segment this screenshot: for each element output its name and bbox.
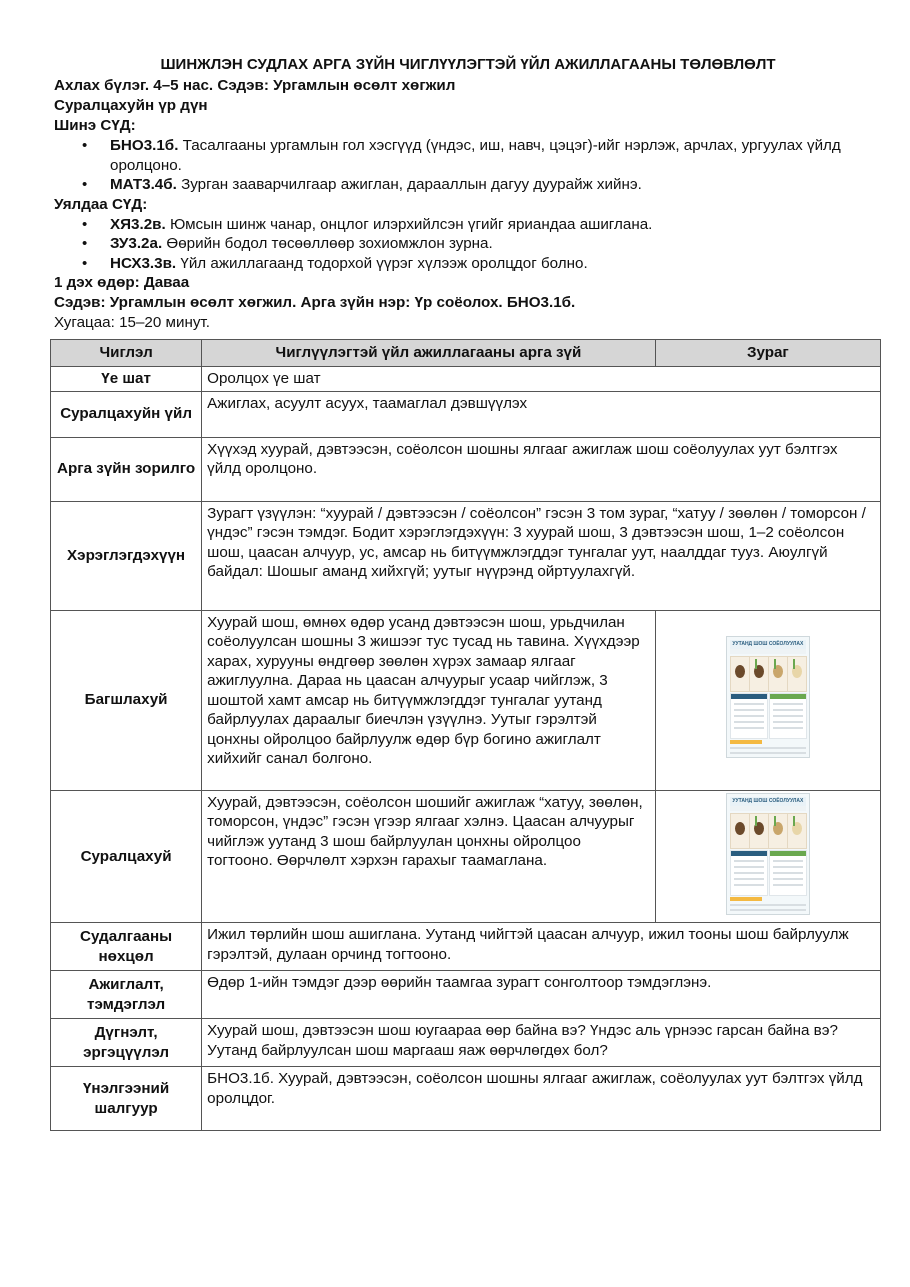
- std-text: Өөрийн бодол төсөөллөөр зохиомжлон зурна.: [162, 235, 493, 252]
- outcome-heading: Суралцахуйн үр дүн: [54, 97, 208, 114]
- table-row: [51, 610, 881, 790]
- poster-title: УУТАНД ШОШ СОЁОЛУУЛАХ: [730, 797, 806, 806]
- group-line: Ахлах бүлэг. 4–5 нас. Сэдэв: Ургамлын өсөлт хөгжил: [54, 77, 456, 94]
- row-label: Арга зүйн зорилго: [51, 437, 202, 501]
- row-text: Хүүхэд хуурай, дэвтээсэн, соёолсон шошны ялгааг ажиглаж шош соёолуулах уут бэлтгэх үйлд оролцоно.: [202, 437, 881, 501]
- row-label: Ажиглалт, тэмдэглэл: [51, 971, 202, 1019]
- std-code: МАТ3.4б.: [110, 176, 177, 193]
- std-text: Зурган зааварчилгаар ажиглан, дарааллын дагуу дуурайж хийнэ.: [176, 176, 642, 193]
- row-label: Суралцахуй: [51, 790, 202, 923]
- list-item: [110, 234, 882, 254]
- row-text: Өдөр 1-ийн тэмдэг дээр өөрийн таамгаа зурагт сонголтоор тэмдэглэнэ.: [202, 971, 881, 1019]
- std-code: БНО3.1б.: [110, 137, 179, 154]
- table-row: [51, 1067, 881, 1131]
- row-label: Багшлахуй: [51, 610, 202, 790]
- table-row: [51, 923, 881, 971]
- row-text: Оролцох үе шат: [202, 367, 881, 392]
- table-row: [51, 1019, 881, 1067]
- table-row: [51, 367, 881, 392]
- std-text: Тасалгааны ургамлын гол хэсгүүд (үндэс, иш, навч, цэцэг)-ийг нэрлэж, арчлах, ургуулах үйлд оролцоно.: [110, 137, 841, 174]
- row-text: Зурагт үзүүлэн: “хуурай / дэвтээсэн / соёолсон” гэсэн 3 том зураг, “хатуу / зөөлөн / томорсон / үндэс” гэсэн тэмдэг. Бодит хэрэглэгдэхүүн: 3 хуурай шош, 3 дэвтээсэн шош, 1–2 соёолсон шош, цаасан алчуур, ус, амсар нь битүүмжлэгддэг тунгалаг уут, наалддаг тууз. Аюулгүй байдал: Шошыг аманд хийхгүй; уутыг нүүрэнд ойртуулахгүй.: [202, 501, 881, 610]
- linked-std-list: [54, 215, 882, 274]
- column-header-direction: Чиглэл: [51, 340, 202, 367]
- document-title: ШИНЖЛЭН СУДЛАХ АРГА ЗҮЙН ЧИГЛҮҮЛЭГТЭЙ ҮЙЛ АЖИЛЛАГААНЫ ТӨЛӨВЛӨЛТ: [160, 56, 776, 73]
- std-text: Юмсын шинж чанар, онцлог илэрхийлсэн үгийг яриандаа ашиглана.: [165, 215, 653, 233]
- row-label: Судалгааны нөхцөл: [51, 923, 202, 971]
- row-label: Үнэлгээний шалгуур: [51, 1067, 202, 1131]
- row-label: Суралцахуйн үйл: [51, 391, 202, 437]
- poster-illustration-icon: [726, 793, 810, 915]
- std-code: ЗУ3.2а.: [110, 235, 163, 252]
- new-std-heading: Шинэ СҮД:: [54, 117, 136, 134]
- lesson-plan-table: [50, 339, 881, 1131]
- poster-title: УУТАНД ШОШ СОЁОЛУУЛАХ: [730, 640, 806, 649]
- row-text: Ижил төрлийн шош ашиглана. Уутанд чийгтэй цаасан алчуур, ижил тооны шош байрлуулж гэрэлтэй, дулаан орчинд тогтооно.: [202, 923, 881, 971]
- row-text: Хуурай шош, өмнөх өдөр усанд дэвтээсэн шош, урьдчилан соёолуулсан шошны 3 жишээг тус тусад нь тавина. Хүүхдээр харах, хурууны өндгөөр зөөлөн хүрэх замаар ялгааг ажиглуулна. Дараа нь цаасан алчуурыг усаар чийглэж, 3 шоштой хамт амсар нь битүүмжлэгддэг тунгалаг уутанд байрлуулах дараалыг биечлэн үзүүлнэ. Уутыг гэрэлтэй цонхны ойролцоо байрлуулж өдөр бүр богино ажиглалт хийхийг санал болгоно.: [202, 610, 656, 790]
- std-code: НСХ3.3в.: [110, 254, 177, 272]
- row-text: Хуурай шош, дэвтээсэн шош юугаараа өөр байна вэ? Үндэс аль үрнээс гарсан байна вэ? Уутанд байрлуулсан шош маргааш яаж өөрчлөгдөх бол?: [202, 1019, 881, 1067]
- row-text: БНО3.1б. Хуурай, дэвтээсэн, соёолсон шошны ялгааг ажиглаж, соёолуулах уут бэлтгэх үйлд оролцдог.: [202, 1067, 881, 1131]
- row-label: Хэрэглэгдэхүүн: [51, 501, 202, 610]
- document-page: [54, 52, 882, 333]
- new-std-list: [54, 136, 882, 195]
- day-line: 1 дэх өдөр: Даваа: [54, 274, 190, 291]
- list-item: [110, 215, 882, 235]
- table-row: [51, 790, 881, 923]
- table-row: [51, 971, 881, 1019]
- column-header-image: Зураг: [655, 340, 880, 367]
- row-text: Ажиглах, асуулт асуух, таамаглал дэвшүүлэх: [202, 391, 881, 437]
- linked-std-heading: Уялдаа СҮД:: [54, 195, 148, 213]
- topic-line: Сэдэв: Ургамлын өсөлт хөгжил. Арга зүйн нэр: Үр соёолох. БНО3.1б.: [54, 294, 576, 311]
- std-code: ХЯ3.2в.: [110, 215, 166, 233]
- poster-illustration-icon: [726, 636, 810, 758]
- table-row: [51, 391, 881, 437]
- std-text: Үйл ажиллагаанд тодорхой үүрэг хүлээж оролцдог болно.: [176, 254, 588, 272]
- row-label: Дүгнэлт, эргэцүүлэл: [51, 1019, 202, 1067]
- list-item: [110, 136, 882, 175]
- row-text: Хуурай, дэвтээсэн, соёолсон шошийг ажиглаж “хатуу, зөөлөн, томорсон, үндэс” гэсэн үгээр ялгааг хэлнэ. Цаасан алчуурыг чийглэж уутанд 3 шош байрлуулан цонхны ойролцоо тогтооно. Өөрчлөлт хэрхэн гарахыг таамаглана.: [202, 790, 656, 923]
- list-item: [110, 175, 882, 195]
- column-header-method: Чиглүүлэгтэй үйл ажиллагааны арга зүй: [202, 340, 656, 367]
- table-row: [51, 501, 881, 610]
- duration-line: Хугацаа: 15–20 минут.: [54, 314, 210, 331]
- image-cell: [655, 790, 880, 923]
- row-label: Үе шат: [51, 367, 202, 392]
- table-header-row: [51, 340, 881, 367]
- table-row: [51, 437, 881, 501]
- image-cell: [655, 610, 880, 790]
- list-item: [110, 254, 882, 274]
